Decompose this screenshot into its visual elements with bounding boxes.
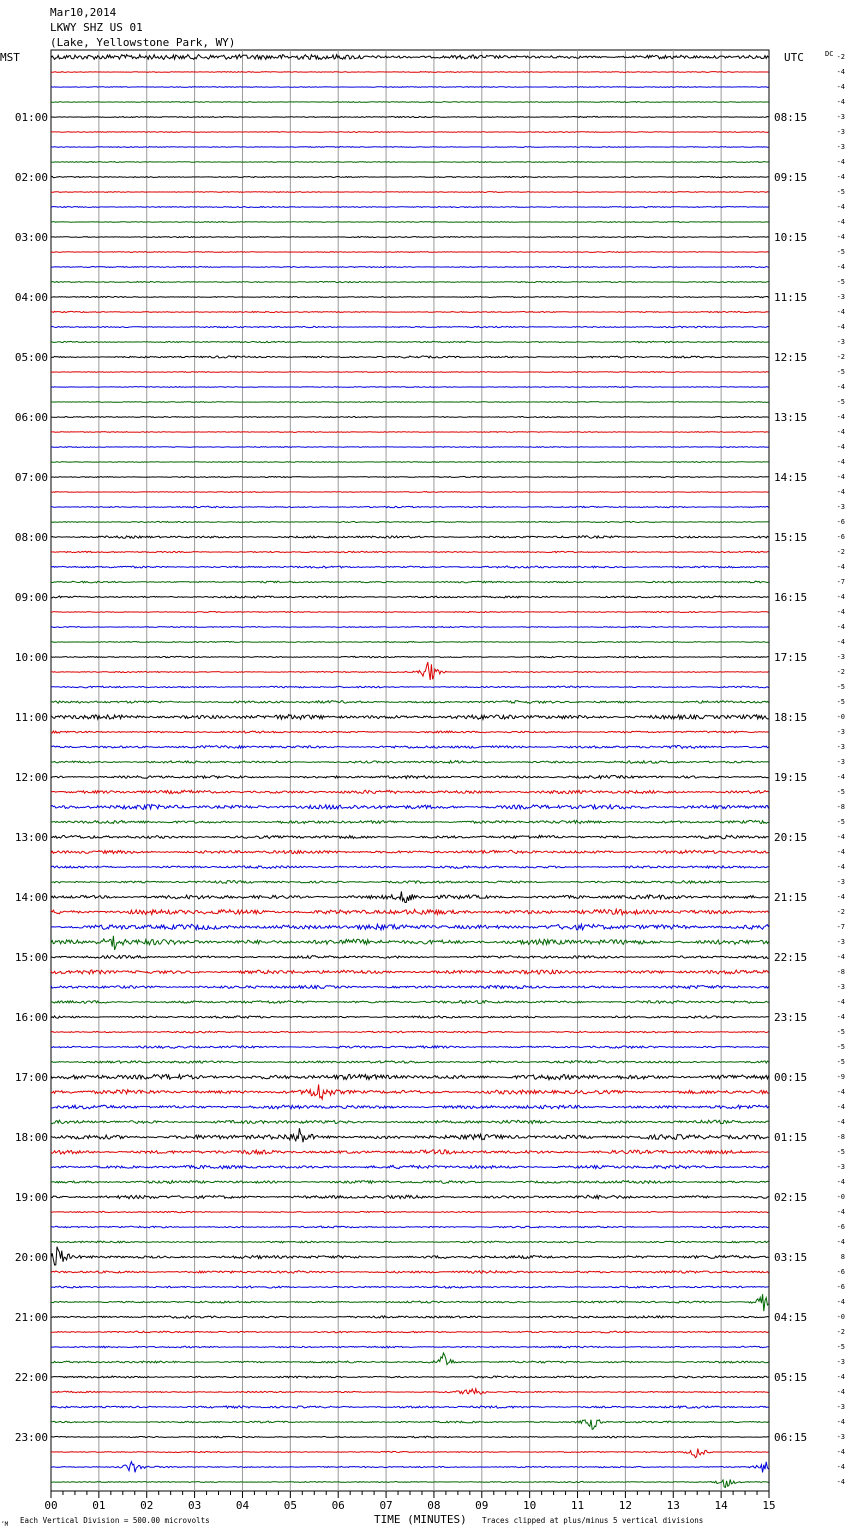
dc-offset-label: -5 <box>836 188 845 196</box>
seismic-trace <box>51 1376 769 1378</box>
dc-offset-label: -4 <box>836 1298 845 1306</box>
seismic-trace <box>51 1031 769 1033</box>
right-hour-labels <box>774 111 807 1444</box>
seismic-trace <box>51 1420 769 1430</box>
dc-offset-label: -2 <box>836 548 845 556</box>
seismic-trace <box>51 985 769 988</box>
right-timezone-label: UTC <box>784 51 804 64</box>
left-hour-label: 17:00 <box>14 1071 48 1084</box>
seismic-trace <box>51 701 769 704</box>
seismic-trace <box>51 1436 769 1438</box>
dc-offset-label: -4 <box>836 203 845 211</box>
seismic-trace <box>51 1406 769 1408</box>
x-tick-label: 15 <box>762 1499 776 1512</box>
dc-offset-label: -5 <box>836 1043 845 1051</box>
seismic-trace <box>51 805 769 810</box>
dc-offset-label: -5 <box>836 398 845 406</box>
right-hour-label: 08:15 <box>774 111 808 124</box>
seismic-trace <box>51 176 769 177</box>
seismic-trace <box>51 1084 769 1099</box>
left-hour-label: 10:00 <box>14 651 48 664</box>
footer-scale-note: Each Vertical Division = 500.00 microvolts <box>20 1516 210 1525</box>
left-hour-label: 03:00 <box>14 231 48 244</box>
dc-offset-label: -2 <box>836 1328 845 1336</box>
right-hour-label: 06:15 <box>774 1431 808 1444</box>
footer-clip-note: Traces clipped at plus/minus 5 vertical divisions <box>482 1516 704 1525</box>
left-hour-label: 19:00 <box>14 1191 48 1204</box>
seismic-trace <box>51 1061 769 1064</box>
x-tick-label: 14 <box>714 1499 728 1512</box>
dc-offset-label: -5 <box>836 1028 845 1036</box>
left-hour-label: 13:00 <box>14 831 48 844</box>
dc-offset-label: -3 <box>836 758 845 766</box>
seismic-trace <box>51 372 769 373</box>
seismic-trace <box>51 116 769 117</box>
dc-offset-label: -4 <box>836 1013 845 1021</box>
seismic-trace <box>51 326 769 328</box>
x-tick-label: 10 <box>523 1499 537 1512</box>
dc-offset-label: -4 <box>836 233 845 241</box>
dc-offset-label: -4 <box>836 1208 845 1216</box>
left-hour-label: 21:00 <box>14 1311 48 1324</box>
seismic-trace <box>51 746 769 749</box>
seismic-trace <box>51 1480 769 1488</box>
dc-offset-label: -3 <box>836 653 845 661</box>
right-hour-label: 11:15 <box>774 291 808 304</box>
seismic-trace <box>51 311 769 312</box>
dc-offset-label: -8 <box>836 1133 845 1141</box>
dc-offset-label: -4 <box>836 1373 845 1381</box>
dc-label: DC <box>825 50 834 58</box>
seismic-trace <box>51 892 769 903</box>
seismic-trace <box>51 87 769 88</box>
right-hour-label: 09:15 <box>774 171 808 184</box>
x-tick-label: 02 <box>140 1499 154 1512</box>
dc-offset-label: -2 <box>836 353 845 361</box>
dc-offset-label: -4 <box>836 98 845 106</box>
dc-offset-label: -4 <box>836 773 845 781</box>
x-tick-label: 03 <box>187 1499 202 1512</box>
dc-offset-label: -4 <box>836 218 845 226</box>
left-hour-label: 15:00 <box>14 951 48 964</box>
seismic-trace <box>51 956 769 959</box>
seismic-trace <box>51 147 769 148</box>
seismic-trace <box>51 731 769 733</box>
x-tick-label: 13 <box>666 1499 680 1512</box>
dc-offset-label: -3 <box>836 878 845 886</box>
seismic-trace <box>51 1120 769 1124</box>
seismic-trace <box>51 341 769 343</box>
dc-offset-label: -4 <box>836 443 845 451</box>
seismic-trace <box>51 596 769 598</box>
seismic-trace <box>51 1316 769 1318</box>
seismic-trace <box>51 192 769 193</box>
x-tick-label: 09 <box>475 1499 489 1512</box>
left-timezone-label: MST <box>0 51 20 64</box>
seismic-trace <box>51 761 769 764</box>
seismic-trace <box>51 1165 769 1169</box>
dc-offset-label: -4 <box>836 638 845 646</box>
seismic-trace <box>51 102 769 103</box>
dc-offset-label: -4 <box>836 1088 845 1096</box>
dc-offset-label: 8 <box>840 1253 845 1261</box>
left-hour-label: 01:00 <box>14 111 48 124</box>
seismic-trace <box>51 1247 769 1265</box>
x-tick-label: 00 <box>44 1499 58 1512</box>
dc-offset-label: -4 <box>836 68 845 76</box>
left-hour-label: 23:00 <box>14 1431 48 1444</box>
dc-offset-label: -4 <box>836 1103 845 1111</box>
seismic-trace <box>51 924 769 930</box>
trace-layer <box>51 55 769 1488</box>
left-hour-label: 11:00 <box>14 711 48 724</box>
dc-offset-label: -4 <box>836 1478 845 1486</box>
x-tick-label: 12 <box>618 1499 633 1512</box>
right-hour-label: 22:15 <box>774 951 808 964</box>
seismic-trace <box>51 387 769 388</box>
right-hour-label: 12:15 <box>774 351 808 364</box>
dc-offset-label: -3 <box>836 728 845 736</box>
right-hour-label: 01:15 <box>774 1131 808 1144</box>
dc-offset-label: -3 <box>836 1358 845 1366</box>
seismic-trace <box>51 1226 769 1228</box>
left-hour-label: 07:00 <box>14 471 48 484</box>
dc-offset-label: -4 <box>836 623 845 631</box>
dc-offset-label: -4 <box>836 263 845 271</box>
seismic-trace <box>51 1241 769 1243</box>
seismic-trace <box>51 416 769 417</box>
seismic-trace <box>51 237 769 238</box>
dc-offset-label: -9 <box>836 1073 845 1081</box>
left-hour-label: 02:00 <box>14 171 48 184</box>
x-tick-label: 01 <box>92 1499 106 1512</box>
seismic-trace <box>51 521 769 522</box>
dc-offset-label: -4 <box>836 893 845 901</box>
dc-offset-label: -4 <box>836 1418 845 1426</box>
dc-offset-label: -7 <box>836 923 845 931</box>
right-hour-label: 18:15 <box>774 711 808 724</box>
dc-offset-label: -0 <box>836 713 845 721</box>
seismic-trace <box>51 909 769 915</box>
dc-offset-label: -6 <box>836 1283 845 1291</box>
seismic-trace <box>51 776 769 779</box>
dc-offset-label: -5 <box>836 818 845 826</box>
seismic-trace <box>51 1331 769 1333</box>
dc-offset-label: -6 <box>836 533 845 541</box>
seismic-trace <box>51 462 769 463</box>
seismic-trace <box>51 266 769 267</box>
dc-offset-label: -4 <box>836 1238 845 1246</box>
header-location: (Lake, Yellowstone Park, WY) <box>50 36 236 49</box>
left-hour-label: 12:00 <box>14 771 48 784</box>
seismic-trace <box>51 447 769 448</box>
dc-offset-label: -3 <box>836 938 845 946</box>
seismic-trace <box>51 551 769 553</box>
seismic-trace <box>51 686 769 688</box>
dc-offset-label: -4 <box>836 323 845 331</box>
dc-offset-label: -8 <box>836 968 845 976</box>
seismic-trace <box>51 581 769 583</box>
seismic-trace <box>51 626 769 627</box>
x-tick-label: 08 <box>427 1499 441 1512</box>
x-tick-label: 04 <box>235 1499 250 1512</box>
dc-offset-label: -4 <box>836 593 845 601</box>
left-hour-label: 04:00 <box>14 291 48 304</box>
dc-offset-label: -4 <box>836 608 845 616</box>
dc-offset-label: -6 <box>836 1268 845 1276</box>
dc-offset-label: -3 <box>836 1403 845 1411</box>
right-hour-label: 10:15 <box>774 231 808 244</box>
seismic-trace <box>51 162 769 163</box>
seismic-trace <box>51 835 769 838</box>
seismic-trace <box>51 662 769 680</box>
dc-offset-label: -2 <box>836 668 845 676</box>
seismic-trace <box>51 566 769 568</box>
seismic-trace <box>51 850 769 853</box>
seismic-trace <box>51 1105 769 1109</box>
right-hour-label: 20:15 <box>774 831 808 844</box>
dc-offset-label: -5 <box>836 1343 845 1351</box>
dc-offset-label: -4 <box>836 83 845 91</box>
left-hour-labels <box>15 111 48 1444</box>
seismic-trace <box>51 1181 769 1184</box>
dc-offset-label: -3 <box>836 1433 845 1441</box>
header-station: LKWY SHZ US 01 <box>50 21 143 34</box>
seismic-trace <box>51 402 769 403</box>
seismic-trace <box>51 641 769 642</box>
dc-offset-label: -4 <box>836 308 845 316</box>
x-tick-label: 06 <box>331 1499 345 1512</box>
dc-offset-label: -3 <box>836 143 845 151</box>
dc-offset-label: -4 <box>836 848 845 856</box>
right-hour-label: 02:15 <box>774 1191 808 1204</box>
seismic-trace <box>51 1449 769 1458</box>
dc-offset-label: -3 <box>836 983 845 991</box>
right-hour-label: 23:15 <box>774 1011 808 1024</box>
dc-offset-label: -4 <box>836 953 845 961</box>
dc-offset-label: -4 <box>836 458 845 466</box>
dc-offset-label: -5 <box>836 683 845 691</box>
seismic-trace <box>51 1462 769 1473</box>
seismic-trace <box>51 881 769 884</box>
dc-offset-label: -4 <box>836 158 845 166</box>
dc-offset-label: -5 <box>836 1148 845 1156</box>
left-hour-label: 16:00 <box>14 1011 48 1024</box>
seismic-trace <box>51 656 769 657</box>
seismic-trace <box>51 476 769 477</box>
seismic-trace <box>51 866 769 869</box>
x-tick-label: 05 <box>283 1499 297 1512</box>
right-hour-label: 21:15 <box>774 891 808 904</box>
seismic-trace <box>51 1389 769 1394</box>
right-hour-label: 13:15 <box>774 411 808 424</box>
dc-offset-label: -6 <box>836 518 845 526</box>
dc-offset-label: -0 <box>836 1193 845 1201</box>
x-axis-title: TIME (MINUTES) <box>374 1513 467 1526</box>
header-date: Mar10,2014 <box>50 6 117 19</box>
dc-offset-label: -0 <box>836 1313 845 1321</box>
seismic-trace <box>51 715 769 720</box>
dc-offset-label: -8 <box>836 803 845 811</box>
dc-offset-label: -5 <box>836 368 845 376</box>
left-hour-label: 08:00 <box>14 531 48 544</box>
dc-offset-label: -3 <box>836 113 845 121</box>
dc-offset-label: -4 <box>836 998 845 1006</box>
left-hour-label: 14:00 <box>14 891 48 904</box>
seismic-trace <box>51 1271 769 1274</box>
dc-offset-label: -3 <box>836 503 845 511</box>
left-hour-label: 09:00 <box>14 591 48 604</box>
seismic-trace <box>51 492 769 493</box>
dc-offset-label: -4 <box>836 488 845 496</box>
seismic-trace <box>51 356 769 358</box>
grid-layer <box>51 50 769 1491</box>
seismic-trace <box>51 1128 769 1142</box>
dc-offset-label: -3 <box>836 293 845 301</box>
right-hour-label: 17:15 <box>774 651 808 664</box>
dc-offset-label: -7 <box>836 578 845 586</box>
dc-offset-label: -4 <box>836 1448 845 1456</box>
seismic-trace <box>51 611 769 612</box>
right-hour-label: 14:15 <box>774 471 808 484</box>
seismic-trace <box>51 132 769 133</box>
seismic-trace <box>51 1016 769 1018</box>
right-hour-label: 19:15 <box>774 771 808 784</box>
footer-logo: ‘M <box>1 1521 9 1528</box>
dc-offset-label: -2 <box>836 908 845 916</box>
dc-offset-label: -3 <box>836 338 845 346</box>
dc-offset-labels <box>837 53 845 1486</box>
dc-offset-label: -4 <box>836 473 845 481</box>
dc-offset-label: -4 <box>836 863 845 871</box>
dc-offset-label: -3 <box>836 1163 845 1171</box>
dc-offset-label: -5 <box>836 698 845 706</box>
seismic-trace <box>51 1001 769 1004</box>
dc-offset-label: -4 <box>836 413 845 421</box>
plot-frame <box>51 50 769 1491</box>
x-tick-label: 07 <box>379 1499 393 1512</box>
left-hour-label: 05:00 <box>14 351 48 364</box>
seismic-trace <box>51 55 769 60</box>
x-axis <box>44 1491 775 1512</box>
right-hour-label: 16:15 <box>774 591 808 604</box>
left-hour-label: 18:00 <box>14 1131 48 1144</box>
dc-offset-label: -4 <box>836 173 845 181</box>
seismic-trace <box>51 936 769 950</box>
right-hour-label: 03:15 <box>774 1251 808 1264</box>
right-hour-label: 00:15 <box>774 1071 808 1084</box>
seismic-trace <box>51 506 769 508</box>
dc-offset-label: -6 <box>836 1223 845 1231</box>
dc-offset-label: -5 <box>836 248 845 256</box>
dc-offset-label: -4 <box>836 1118 845 1126</box>
x-tick-label: 11 <box>570 1499 585 1512</box>
seismic-trace <box>51 1195 769 1199</box>
seismic-trace <box>51 296 769 297</box>
seismic-trace <box>51 1294 769 1311</box>
seismic-trace <box>51 252 769 253</box>
dc-offset-label: -4 <box>836 1178 845 1186</box>
right-hour-label: 04:15 <box>774 1311 808 1324</box>
dc-offset-label: -3 <box>836 743 845 751</box>
seismic-trace <box>51 281 769 282</box>
dc-offset-label: -4 <box>836 833 845 841</box>
seismic-trace <box>51 1074 769 1079</box>
seismic-trace <box>51 820 769 823</box>
right-hour-label: 15:15 <box>774 531 808 544</box>
seismic-trace <box>51 1046 769 1048</box>
dc-offset-label: -3 <box>836 128 845 136</box>
seismic-trace <box>51 206 769 207</box>
right-hour-label: 05:15 <box>774 1371 808 1384</box>
dc-offset-label: -5 <box>836 788 845 796</box>
dc-offset-label: -5 <box>836 1058 845 1066</box>
dc-offset-label: -4 <box>836 1388 845 1396</box>
seismic-trace <box>51 432 769 433</box>
seismic-trace <box>51 1286 769 1288</box>
seismic-trace <box>51 1353 769 1365</box>
dc-offset-label: -4 <box>836 383 845 391</box>
dc-offset-label: -4 <box>836 428 845 436</box>
seismic-trace <box>51 1211 769 1212</box>
dc-offset-label: -5 <box>836 278 845 286</box>
seismic-trace <box>51 1346 769 1348</box>
dc-offset-label: -2 <box>836 53 845 61</box>
seismic-trace <box>51 970 769 974</box>
left-hour-label: 22:00 <box>14 1371 48 1384</box>
dc-offset-label: -4 <box>836 1463 845 1471</box>
seismic-trace <box>51 790 769 794</box>
left-hour-label: 06:00 <box>14 411 48 424</box>
seismic-trace <box>51 72 769 73</box>
seismic-trace <box>51 222 769 223</box>
seismic-trace <box>51 1150 769 1154</box>
left-hour-label: 20:00 <box>14 1251 48 1264</box>
dc-offset-label: -4 <box>836 563 845 571</box>
seismic-trace <box>51 536 769 538</box>
